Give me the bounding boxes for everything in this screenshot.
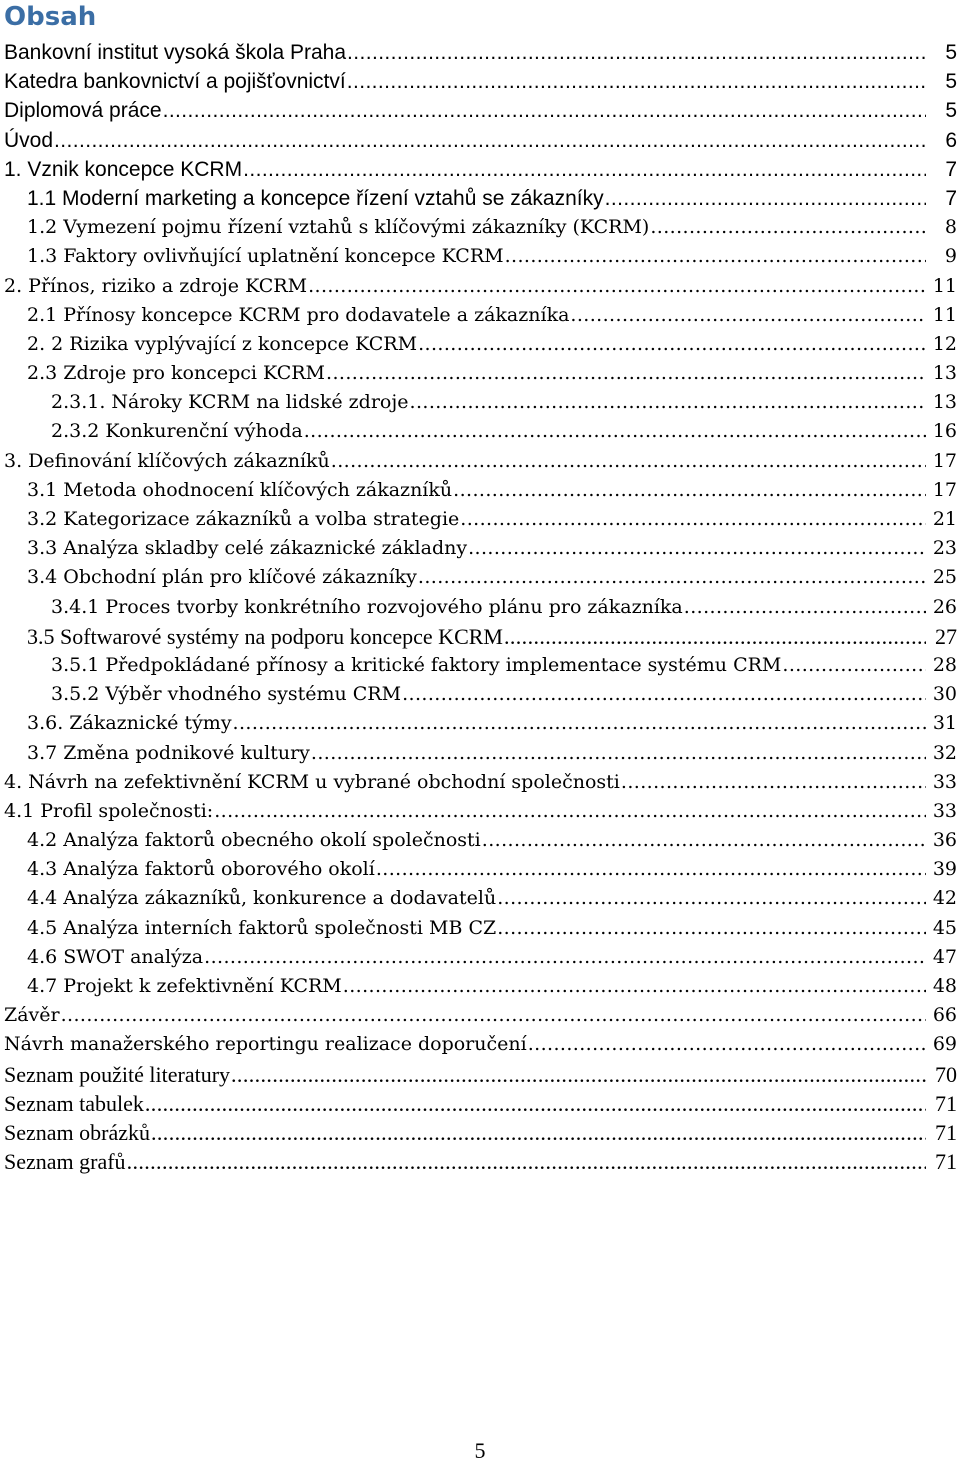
toc-entry[interactable]	[0, 943, 960, 972]
toc-entry[interactable]	[0, 884, 960, 913]
toc-entry-page: 11	[932, 303, 957, 326]
toc-entry-title: 3.5 Softwarové systémy na podporu koncepce KCRM	[27, 623, 503, 649]
dot-leader	[343, 972, 926, 1001]
dot-leader	[376, 855, 926, 884]
toc-entry[interactable]	[0, 38, 960, 67]
dot-leader	[460, 505, 926, 534]
toc-entry-title: 3.2 Kategorizace zákazníků a volba strategie	[27, 508, 460, 530]
toc-entry-title: Seznam obrázků	[4, 1119, 150, 1145]
toc-entry[interactable]	[0, 330, 960, 359]
toc-entry-title: 2.3.1. Nároky KCRM na lidské zdroje	[51, 391, 409, 414]
toc-entry[interactable]	[0, 184, 960, 213]
dot-leader	[163, 96, 926, 125]
dot-leader	[54, 126, 926, 155]
dot-leader	[684, 593, 926, 622]
toc-entry-title: 3.6. Zákaznické týmy	[27, 712, 232, 735]
dot-leader	[453, 476, 926, 505]
toc-entry-title: 3.4.1 Proces tvorby konkrétního rozvojového plánu pro zákazníka	[51, 595, 683, 618]
dot-leader	[782, 651, 926, 680]
dot-leader	[505, 242, 926, 271]
dot-leader	[308, 272, 926, 301]
dot-leader	[127, 1147, 926, 1176]
dot-leader	[304, 417, 926, 446]
toc-entry-page: 13	[932, 391, 957, 414]
toc-entry[interactable]	[0, 213, 960, 242]
toc-entry-title: 3.7 Změna podnikové kultury	[27, 741, 310, 764]
toc-entry-title: 3.5.1 Předpokládané přínosy a kritické faktory implementace systému CRM	[51, 653, 782, 676]
toc-entry-title: Návrh manažerského reportingu realizace doporučení	[4, 1033, 527, 1056]
dot-leader	[61, 1001, 926, 1030]
dot-leader	[570, 301, 926, 330]
toc-entry[interactable]	[0, 417, 960, 446]
dot-leader	[605, 184, 926, 213]
table-of-contents	[0, 38, 960, 1176]
toc-entry-page: 48	[932, 975, 957, 997]
toc-entry-title: 4.7 Projekt k zefektivnění KCRM	[27, 975, 342, 997]
toc-entry[interactable]	[0, 826, 960, 855]
toc-entry-title: 3.5.2 Výběr vhodného systému CRM	[51, 683, 402, 706]
toc-entry-page: 7	[945, 186, 957, 210]
dot-leader	[482, 826, 926, 855]
toc-entry[interactable]	[0, 126, 960, 155]
toc-entry-page: 5	[945, 70, 957, 94]
toc-entry[interactable]	[0, 972, 960, 1001]
toc-entry-page: 36	[932, 829, 957, 852]
dot-leader	[497, 914, 926, 943]
toc-entry[interactable]	[0, 242, 960, 271]
toc-entry[interactable]	[0, 447, 960, 476]
toc-entry-title: Úvod	[4, 128, 54, 152]
toc-entry-page: 39	[932, 858, 957, 881]
toc-entry[interactable]	[0, 622, 960, 651]
dot-leader	[347, 67, 926, 96]
dot-leader	[145, 1089, 926, 1118]
toc-entry[interactable]	[0, 914, 960, 943]
toc-entry-page: 17	[932, 449, 957, 472]
toc-entry[interactable]	[0, 505, 960, 534]
page-number: 5	[474, 1438, 486, 1463]
toc-entry[interactable]	[0, 563, 960, 592]
toc-entry[interactable]	[0, 1089, 960, 1118]
dot-leader	[151, 1118, 926, 1147]
toc-entry-title: 4.2 Analýza faktorů obecného okolí společnosti	[27, 829, 481, 852]
toc-entry[interactable]	[0, 388, 960, 417]
toc-entry-title: 2.1 Přínosy koncepce KCRM pro dodavatele a zákazníka	[27, 303, 570, 326]
toc-entry-page: 12	[932, 332, 957, 355]
toc-entry-title: 1.1 Moderní marketing a koncepce řízení vztahů se zákazníky	[27, 186, 604, 210]
toc-entry-page: 16	[932, 420, 957, 443]
toc-entry-page: 33	[932, 799, 957, 822]
toc-entry-page: 13	[932, 362, 957, 385]
toc-entry-page: 71	[935, 1119, 957, 1145]
toc-entry-page: 47	[932, 945, 957, 968]
dot-leader	[468, 534, 926, 563]
toc-entry[interactable]	[0, 1030, 960, 1059]
toc-entry-page: 26	[932, 595, 957, 618]
toc-entry-page: 66	[932, 1004, 957, 1027]
toc-entry-title: 3.4 Obchodní plán pro klíčové zákazníky	[27, 566, 417, 589]
toc-entry[interactable]	[0, 1001, 960, 1030]
toc-entry-page: 25	[932, 566, 957, 589]
toc-entry-page: 30	[932, 683, 957, 706]
toc-entry-page: 23	[932, 537, 957, 560]
toc-entry-page: 31	[932, 712, 957, 735]
toc-entry-title: 4.1 Profil společnosti:	[4, 799, 214, 822]
toc-entry[interactable]	[0, 709, 960, 738]
toc-entry-title: 2. Přínos, riziko a zdroje KCRM	[4, 274, 308, 297]
toc-entry-title: 4. Návrh na zefektivnění KCRM u vybrané obchodní společnosti	[4, 770, 620, 793]
toc-entry-page: 21	[932, 508, 957, 530]
toc-entry[interactable]	[0, 651, 960, 680]
toc-entry-page: 28	[932, 653, 957, 676]
toc-entry[interactable]	[0, 593, 960, 622]
dot-leader	[410, 388, 926, 417]
dot-leader	[347, 38, 926, 67]
toc-entry[interactable]	[0, 96, 960, 125]
toc-entry-page: 5	[945, 99, 957, 123]
dot-leader	[650, 213, 926, 242]
toc-entry[interactable]	[0, 155, 960, 184]
toc-entry-title: 1.3 Faktory ovlivňující uplatnění koncepce KCRM	[27, 245, 504, 268]
toc-entry-page: 69	[932, 1033, 957, 1056]
dot-leader	[497, 884, 926, 913]
toc-entry-title: Bankovní institut vysoká škola Praha	[4, 41, 347, 64]
toc-entry-title: 3.1 Metoda ohodnocení klíčových zákazníků	[27, 478, 453, 501]
toc-entry-title: Diplomová práce	[4, 99, 162, 123]
toc-entry-page: 17	[932, 478, 957, 501]
toc-entry-title: 1. Vznik koncepce KCRM	[4, 157, 243, 181]
dot-leader	[214, 797, 926, 826]
toc-entry-page: 32	[932, 741, 957, 764]
dot-leader	[418, 330, 926, 359]
toc-entry-page: 8	[944, 216, 957, 239]
toc-entry[interactable]	[0, 1118, 960, 1147]
toc-entry-page: 33	[932, 770, 957, 793]
toc-entry[interactable]	[0, 67, 960, 96]
toc-entry-title: 4.3 Analýza faktorů oborového okolí	[27, 858, 375, 881]
toc-entry-page: 71	[935, 1090, 957, 1116]
toc-entry-title: Katedra bankovnictví a pojišťovnictví	[4, 70, 346, 94]
dot-leader	[528, 1030, 926, 1059]
toc-entry-title: 2.3 Zdroje pro koncepci KCRM	[27, 362, 326, 385]
dot-leader	[311, 739, 926, 768]
dot-leader	[231, 1060, 926, 1089]
toc-entry[interactable]	[0, 768, 960, 797]
toc-entry-title: 4.4 Analýza zákazníků, konkurence a dodavatelů	[27, 887, 497, 910]
toc-entry-page: 45	[932, 916, 957, 939]
toc-entry-page: 42	[932, 887, 957, 910]
toc-entry-title: 4.5 Analýza interních faktorů společnosti MB CZ	[27, 916, 497, 939]
toc-entry-page: 9	[944, 245, 957, 268]
toc-entry-page: 71	[935, 1149, 957, 1175]
toc-entry-title: 2. 2 Rizika vyplývající z koncepce KCRM	[27, 332, 418, 355]
toc-entry[interactable]	[0, 272, 960, 301]
toc-entry-page: 27	[935, 623, 957, 649]
dot-leader	[233, 709, 926, 738]
dot-leader	[402, 680, 926, 709]
toc-entry-title: Seznam tabulek	[4, 1090, 144, 1116]
toc-entry-page: 5	[945, 41, 957, 64]
toc-entry[interactable]	[0, 301, 960, 330]
toc-entry[interactable]	[0, 855, 960, 884]
toc-entry-title: Závěr	[4, 1004, 60, 1027]
toc-entry-page: 70	[935, 1061, 957, 1087]
toc-entry-title: 4.6 SWOT analýza	[27, 945, 204, 968]
dot-leader	[243, 155, 926, 184]
toc-entry[interactable]	[0, 359, 960, 388]
dot-leader	[621, 768, 926, 797]
dot-leader	[418, 563, 926, 592]
toc-entry-title: 1.2 Vymezení pojmu řízení vztahů s klíčovými zákazníky (KCRM)	[27, 216, 650, 239]
toc-entry[interactable]	[0, 797, 960, 826]
toc-entry-title: Seznam grafů	[4, 1149, 126, 1175]
toc-entry-page: 11	[932, 274, 957, 297]
toc-entry-page: 7	[945, 157, 957, 181]
toc-entry-title: 3.3 Analýza skladby celé zákaznické základny	[27, 537, 468, 560]
toc-entry-page: 6	[945, 128, 957, 152]
toc-entry-title: 2.3.2 Konkurenční výhoda	[51, 420, 303, 443]
toc-entry[interactable]	[0, 534, 960, 563]
dot-leader	[204, 943, 926, 972]
toc-entry-title: Seznam použité literatury	[4, 1061, 231, 1087]
toc-entry[interactable]	[0, 1147, 960, 1176]
toc-entry[interactable]	[0, 476, 960, 505]
dot-leader	[326, 359, 926, 388]
toc-entry[interactable]	[0, 1060, 960, 1089]
toc-entry[interactable]	[0, 739, 960, 768]
toc-heading: Obsah	[4, 2, 97, 32]
toc-entry[interactable]	[0, 680, 960, 709]
toc-entry-title: 3. Definování klíčových zákazníků	[4, 449, 330, 472]
dot-leader	[504, 622, 926, 651]
dot-leader	[331, 447, 926, 476]
